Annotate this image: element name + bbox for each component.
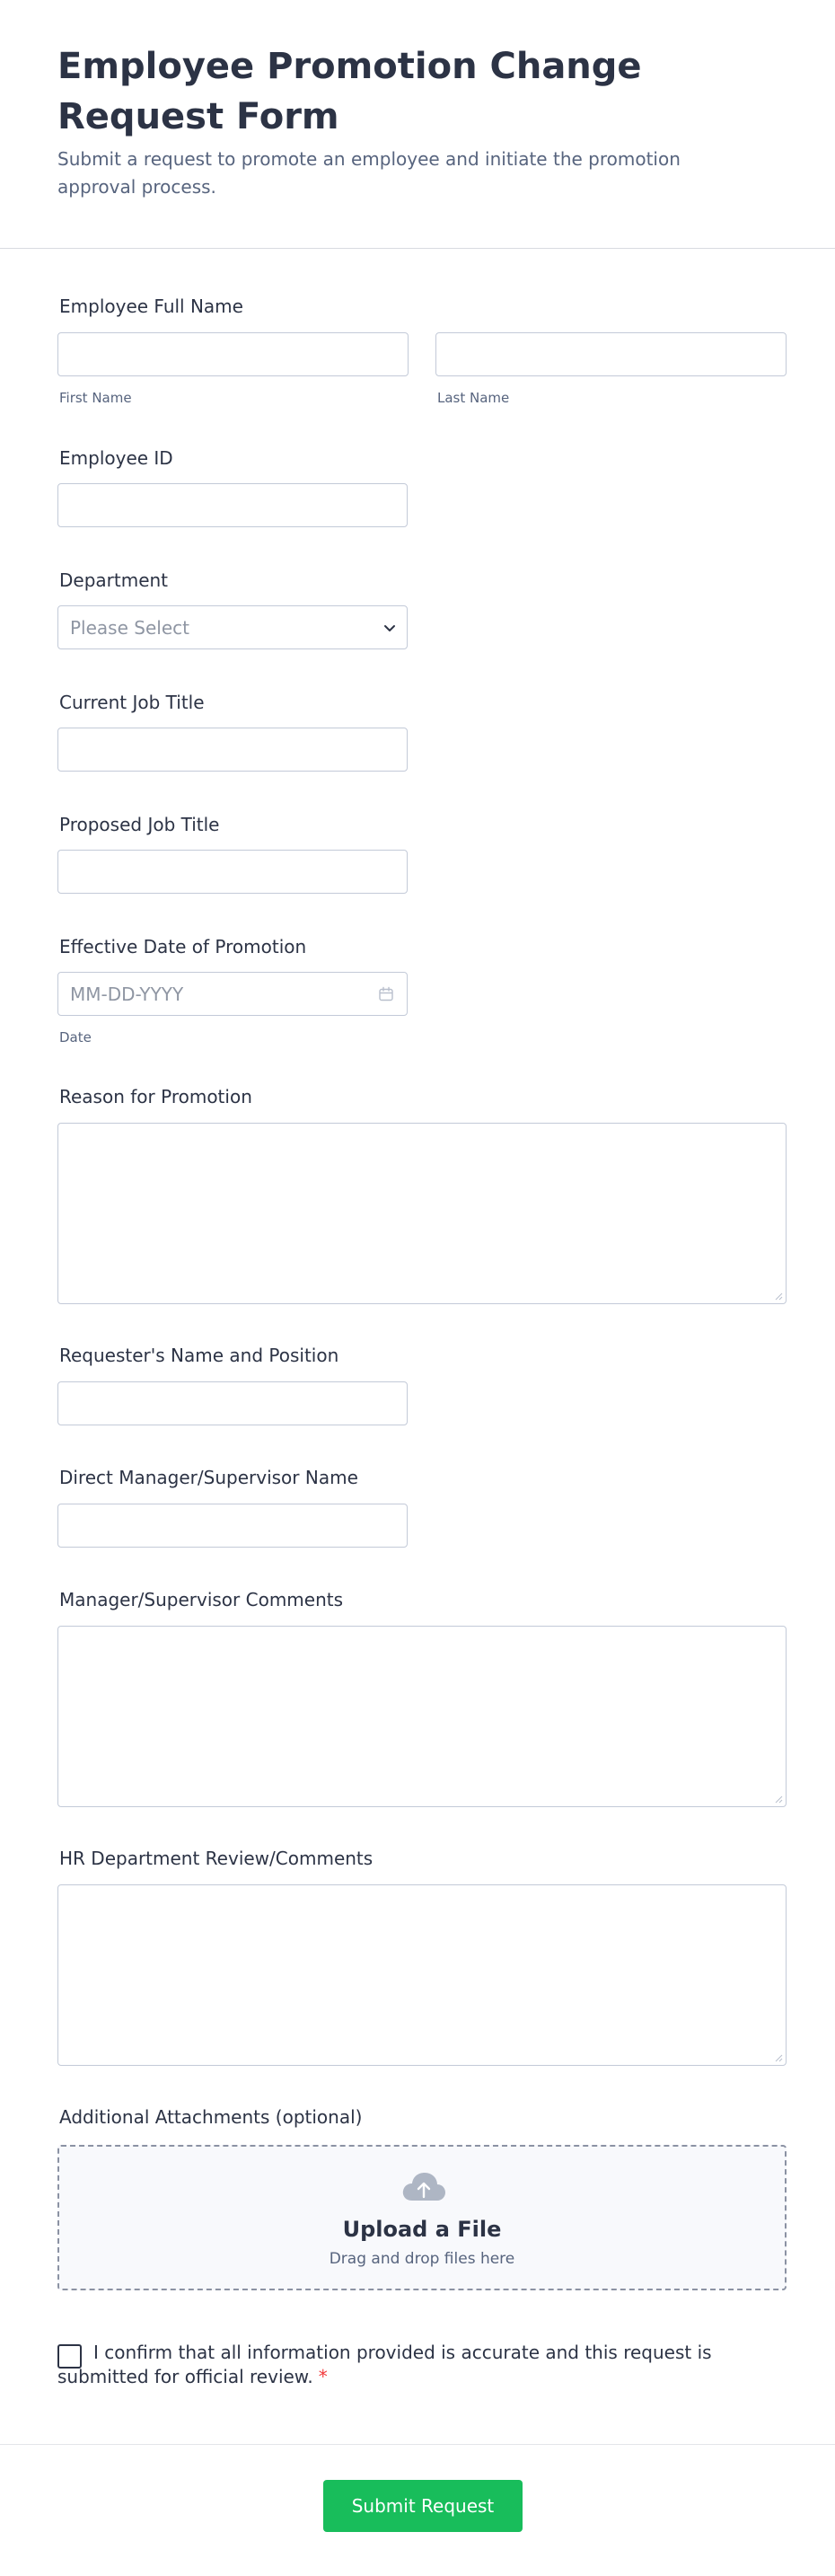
last-name-sublabel: Last Name xyxy=(437,390,510,406)
upload-subtitle: Drag and drop files here xyxy=(329,2250,515,2268)
confirm-text: I confirm that all information provided is accurate and this request is submitted for official review. xyxy=(57,2342,712,2387)
last-name-input[interactable] xyxy=(435,332,787,376)
footer-divider xyxy=(0,2444,835,2445)
form-title: Employee Promotion Change Request Form xyxy=(57,46,642,137)
resize-handle-icon[interactable] xyxy=(775,1795,783,1804)
chevron-down-icon xyxy=(382,621,397,635)
proposed-title-input[interactable] xyxy=(57,850,408,894)
resize-handle-icon[interactable] xyxy=(775,2054,783,2062)
manager-name-input[interactable] xyxy=(57,1504,408,1548)
requester-input[interactable] xyxy=(57,1381,408,1425)
manager-comments-textarea[interactable] xyxy=(57,1626,787,1807)
manager-comments-label: Manager/Supervisor Comments xyxy=(59,1589,344,1610)
calendar-icon[interactable] xyxy=(378,986,394,1002)
form-header xyxy=(0,0,835,249)
cloud-upload-icon xyxy=(400,2170,447,2206)
reason-label: Reason for Promotion xyxy=(59,1086,252,1107)
manager-name-label: Direct Manager/Supervisor Name xyxy=(59,1467,358,1488)
proposed-title-label: Proposed Job Title xyxy=(59,814,220,835)
full-name-label: Employee Full Name xyxy=(59,296,243,317)
department-label: Department xyxy=(59,569,169,591)
reason-textarea[interactable] xyxy=(57,1123,787,1304)
first-name-input[interactable] xyxy=(57,332,409,376)
department-placeholder: Please Select xyxy=(70,617,189,639)
effective-date-placeholder: MM-DD-YYYY xyxy=(70,984,184,1005)
department-select[interactable] xyxy=(57,605,408,649)
confirm-label xyxy=(57,2341,740,2389)
submit-button[interactable]: Submit Request xyxy=(323,2480,523,2532)
employee-id-label: Employee ID xyxy=(59,447,173,469)
effective-date-input[interactable] xyxy=(57,972,408,1016)
effective-date-label: Effective Date of Promotion xyxy=(59,936,307,957)
current-title-input[interactable] xyxy=(57,728,408,772)
upload-title: Upload a File xyxy=(342,2217,502,2242)
attachments-label: Additional Attachments (optional) xyxy=(59,2106,363,2128)
hr-comments-label: HR Department Review/Comments xyxy=(59,1848,374,1869)
hr-comments-textarea[interactable] xyxy=(57,1884,787,2066)
resize-handle-icon[interactable] xyxy=(775,1292,783,1301)
employee-id-input[interactable] xyxy=(57,483,408,527)
required-mark: * xyxy=(318,2366,328,2387)
requester-label: Requester's Name and Position xyxy=(59,1345,339,1366)
form-subtitle: Submit a request to promote an employee and initiate the promotion approval process. xyxy=(57,148,681,198)
file-upload-dropzone[interactable] xyxy=(57,2145,787,2290)
first-name-sublabel: First Name xyxy=(59,390,132,406)
effective-date-sublabel: Date xyxy=(59,1029,92,1045)
current-title-label: Current Job Title xyxy=(59,692,205,713)
